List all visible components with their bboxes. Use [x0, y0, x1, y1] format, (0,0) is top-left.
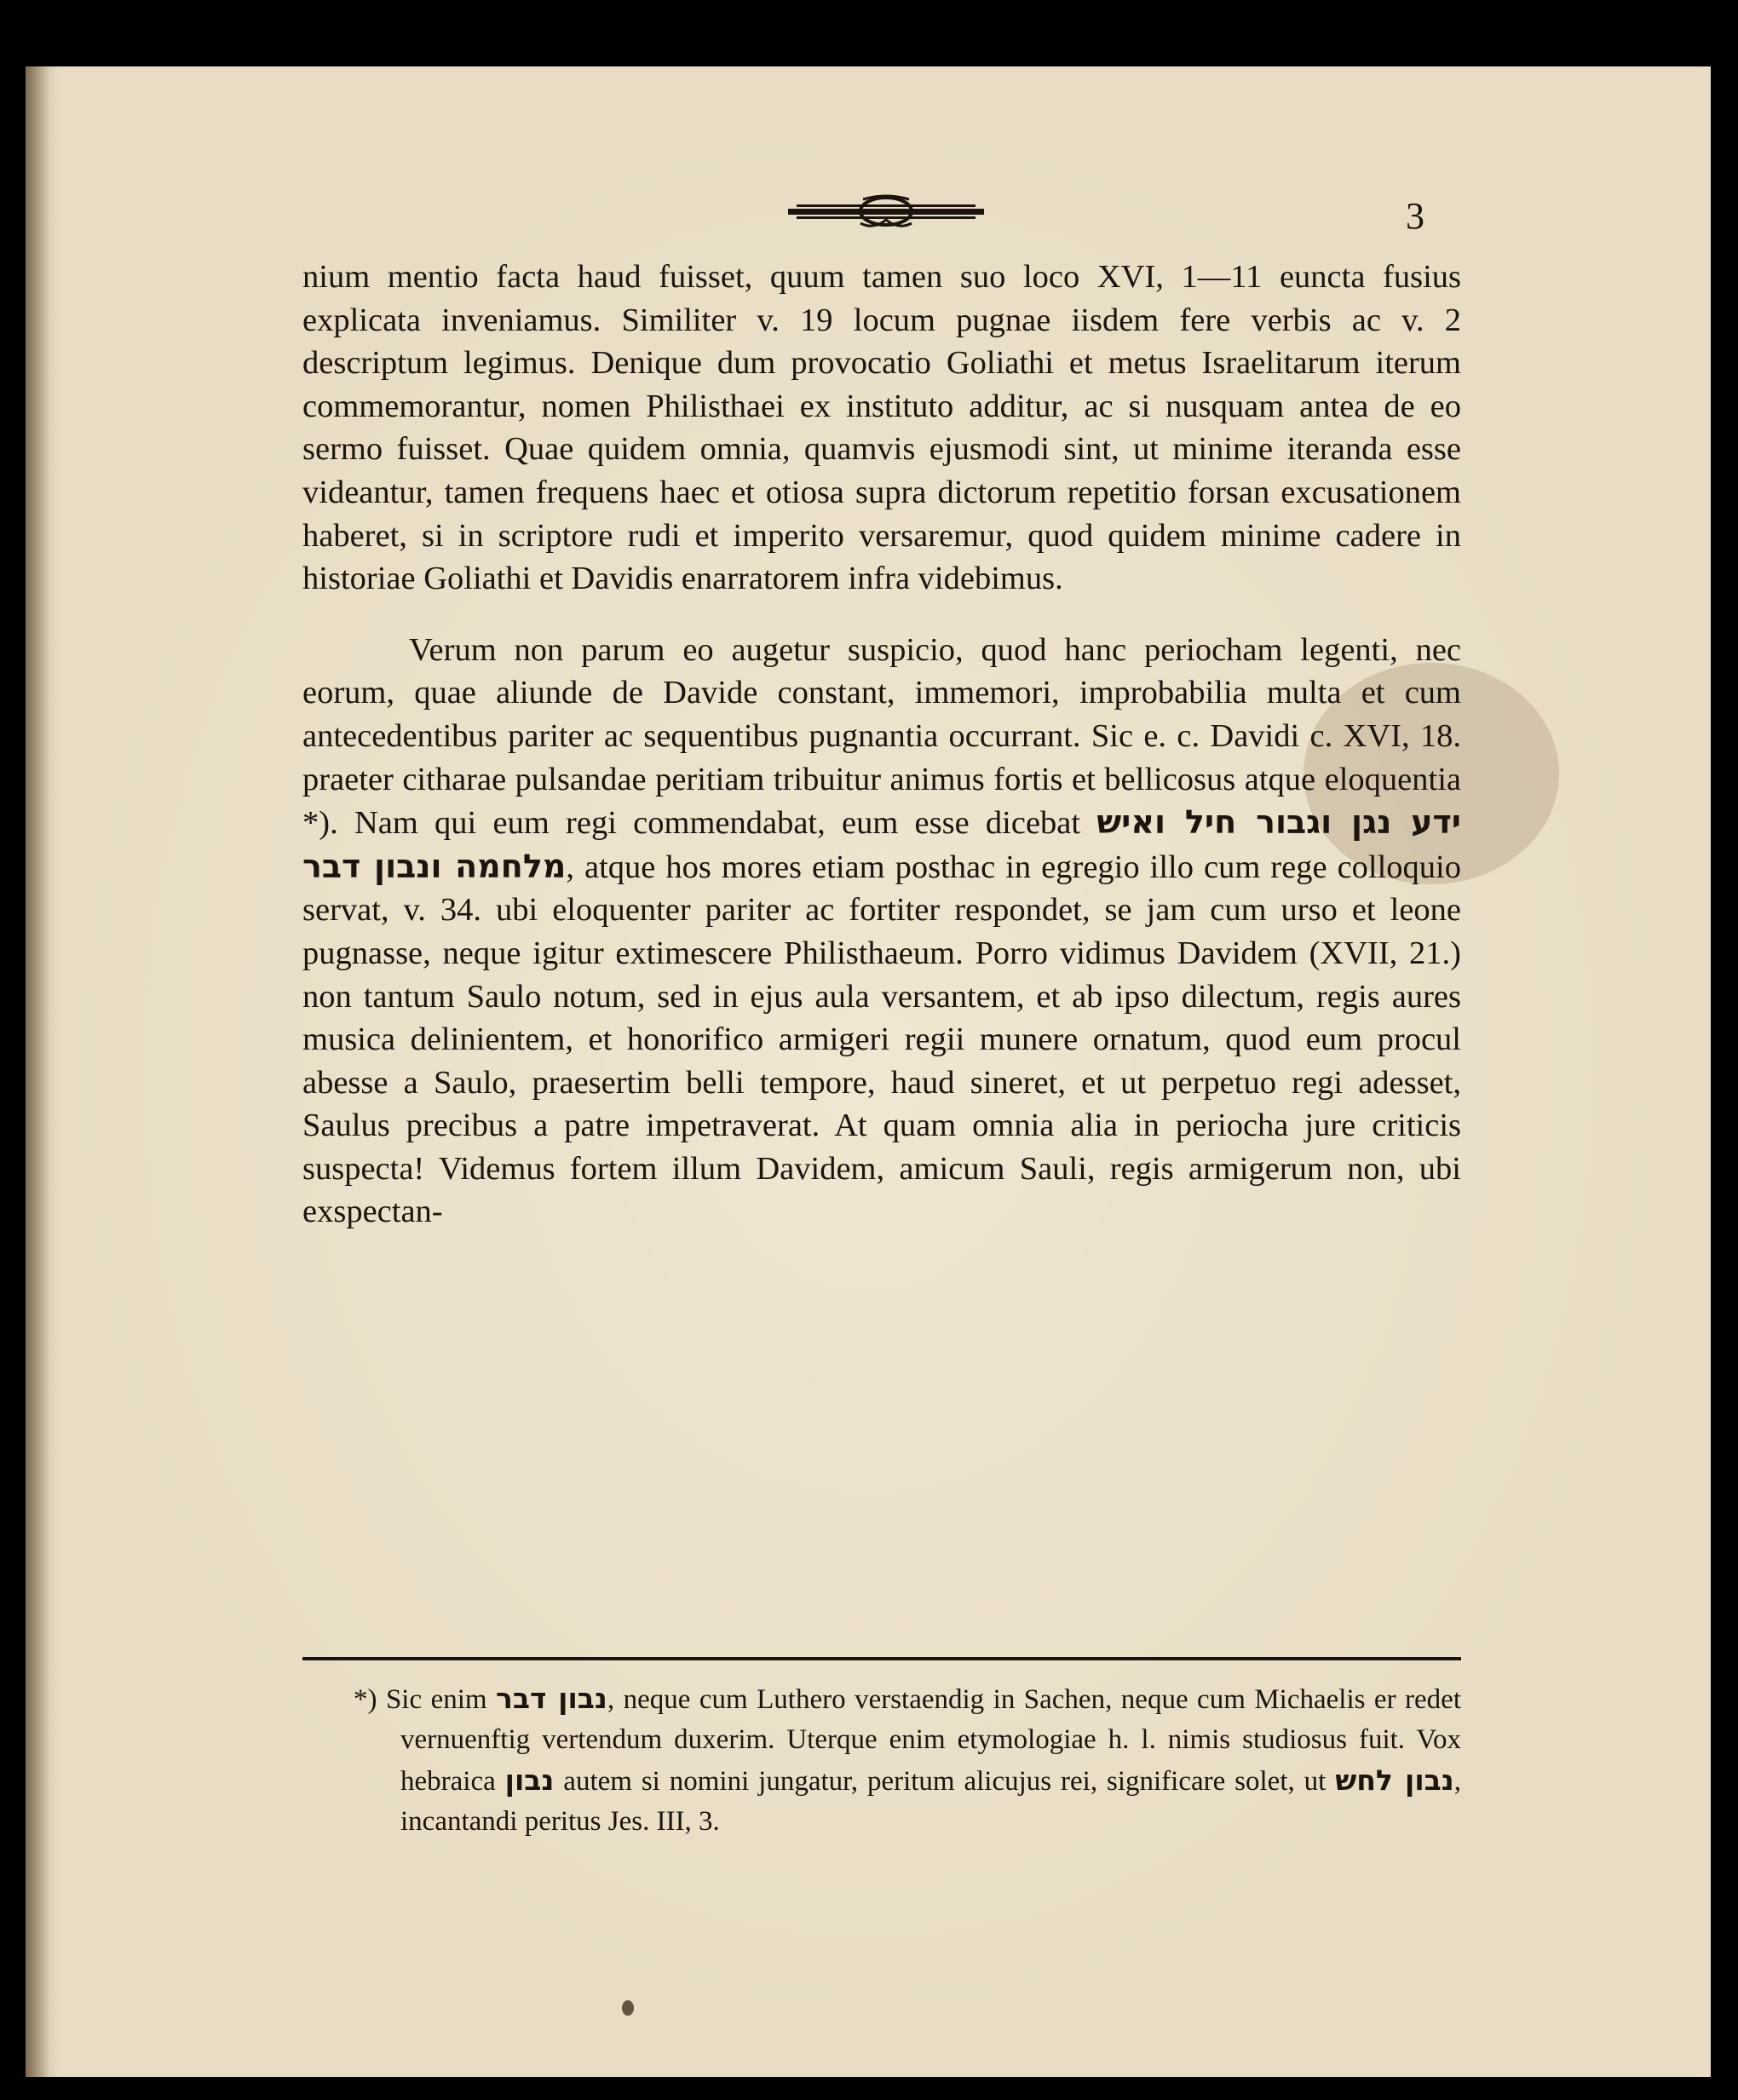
paragraph	[302, 629, 1461, 1234]
paragraph: nium mentio facta haud fuisset, quum tamen suo loco XVI, 1—11 euncta fusius explicata inveniamus. Similiter v. 19 locum pugnae iisdem fere verbis ac v. 2 descriptum legimus. Denique dum provocatio Goliathi et metus Israelitarum iterum commemorantur, nomen Philisthaei ex instituto additur, ac si nusquam antea de eo sermo fuisset. Quae quidem omnia, quamvis ejusmodi sint, ut minime iteranda esse videantur, tamen frequens haec et otiosa supra dictorum repetitio forsan excusationem haberet, si in scriptore rudi et imperito versaremur, quod quidem minime cadere in historiae Goliathi et Davidis enarratorem infra videbimus.	[302, 259, 1461, 597]
hebrew-word: נבון	[504, 1763, 555, 1797]
ink-spot	[622, 2000, 634, 2016]
hebrew-word: נבון דבר	[496, 1682, 607, 1715]
hebrew-word: נבון לחש	[1335, 1763, 1454, 1797]
footnote	[354, 1678, 1462, 1842]
book-page	[26, 66, 1711, 2077]
hebrew-quote: ידע נגן וגבור חיל ואיש מלחמה ונבון דבר	[302, 803, 1461, 885]
footnote-text: *) Sic enim	[354, 1684, 487, 1715]
footnote-divider	[302, 1657, 1461, 1660]
gutter-shadow	[26, 66, 49, 2077]
paragraph-text: , atque hos mores etiam posthac in egregio illo cum rege colloquio servat, v. 34. ubi eloquenter pariter ac fortiter respondet, se jam cum urso et leone pugnasse, neque igitur extimescere Philisthaeum. Porro vidimus Davidem (XVII, 21.) non tantum Saulo notum, sed in ejus aula versantem, et ab ipso dilectum, regis aures musica delinientem, et honorifico armigeri regii munere ornatum, quod eum procul abesse a Saulo, praesertim belli tempore, haud sineret, et ut perpetuo regi adesset, Saulus precibus a patre impetraverat. At quam omnia alia in periocha jure criticis suspecta! Videmus fortem illum Davidem, amicum Sauli, regis armigerum non, ubi exspectan-	[302, 849, 1461, 1230]
paragraph-text: Verum non parum eo augetur suspicio, quod hanc periocham legenti, nec eorum, quae aliunde de Davide constant, immemori, improbabilia multa et cum antecedentibus pariter ac sequentibus pugnantia occurrant. Sic e. c. Davidi c. XVI, 18. praeter citharae pulsandae peritiam tribuitur animus fortis et bellicosus atque eloquentia *). Nam qui eum regi commendabat, eum esse dicebat	[302, 631, 1461, 842]
page-number: 3	[1406, 195, 1424, 237]
decorative-headpiece-icon	[788, 194, 984, 230]
footnote-text: autem si nomini jungatur, peritum alicujus rei, significare solet, ut	[563, 1766, 1327, 1797]
footnote-text: , incantandi peritus Jes. III, 3.	[400, 1766, 1462, 1837]
main-text	[302, 256, 1461, 1234]
footnote-text: , neque cum Luthero verstaendig in Sachen, neque cum Michaelis er redet vernuenftig vertendum duxerim. Uterque enim etymologiae h. l. nimis studiosus fuit. Vox hebraica	[400, 1684, 1461, 1797]
